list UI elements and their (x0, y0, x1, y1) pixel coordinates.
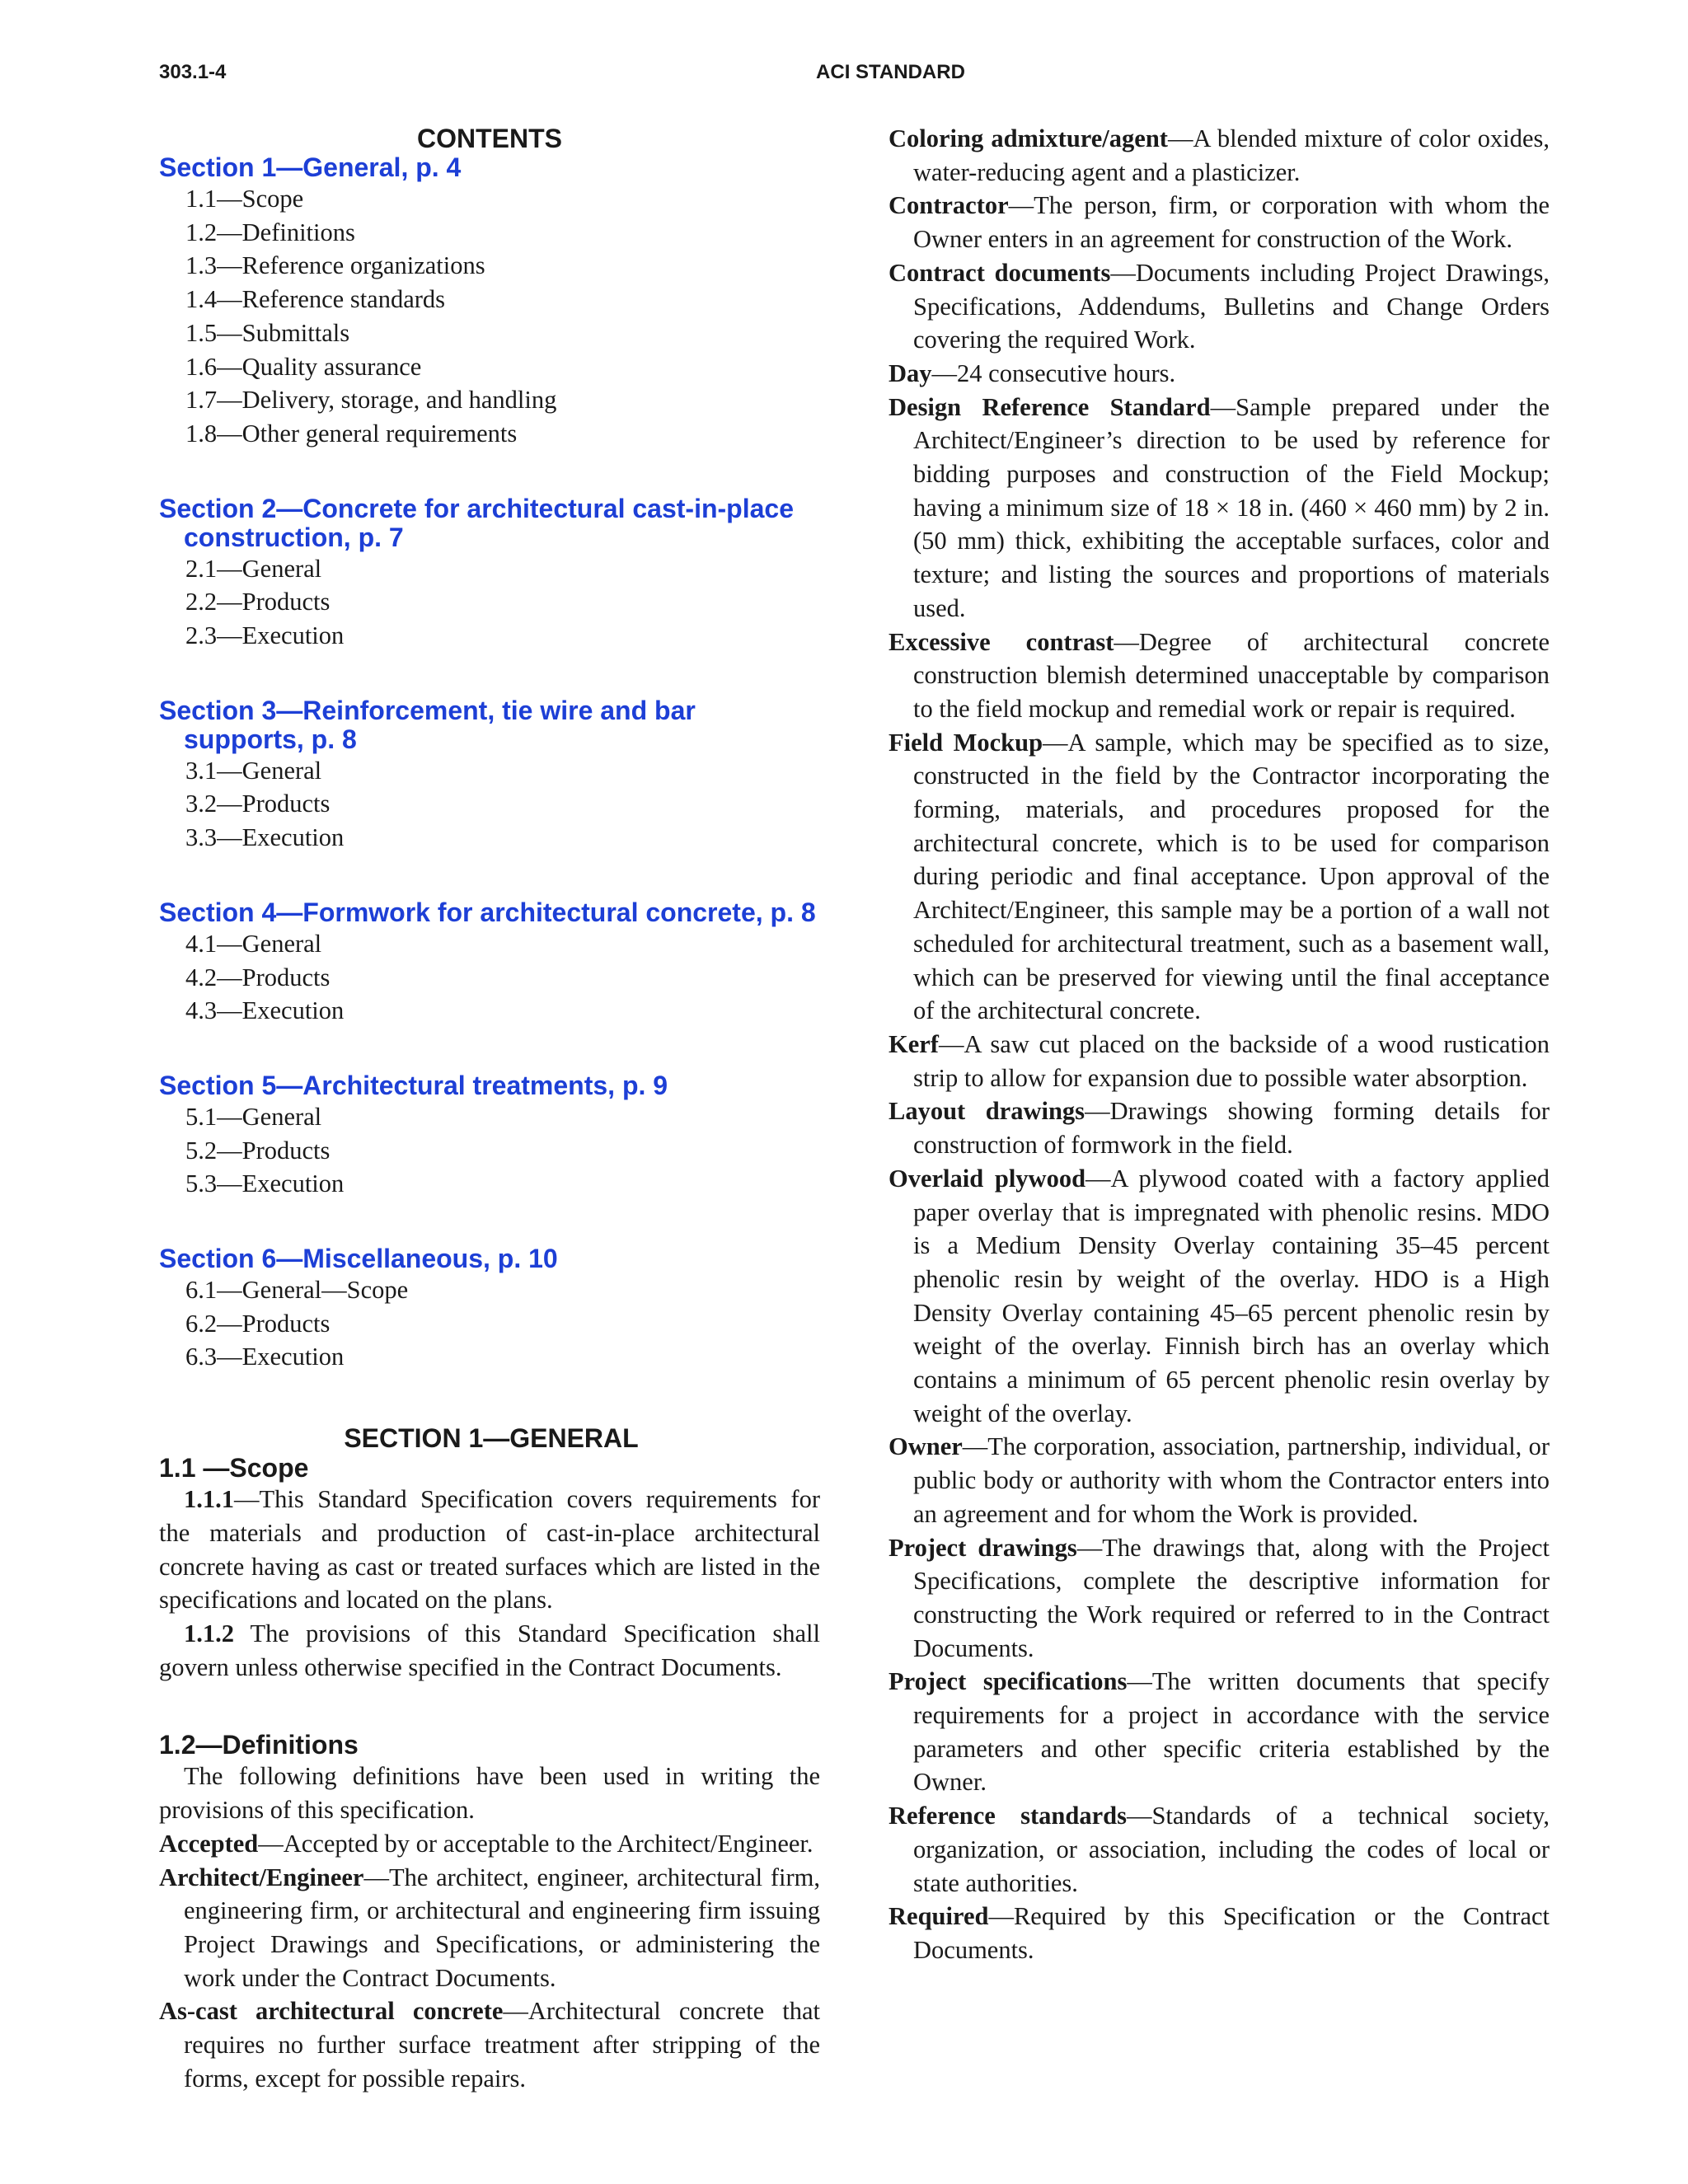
definition-entry (889, 1430, 1550, 1530)
definition-text: —The written documents that specify requirements for a project in accordance with the service parameters and other specific criteria established by the Owner. (913, 1667, 1550, 1797)
toc-subsection-item: 4.2—Products (185, 963, 331, 991)
toc-subsection-item: 4.3—Execution (185, 996, 345, 1025)
definition-entry (889, 1028, 1550, 1094)
definition-entry (889, 1665, 1550, 1799)
toc-subsection-item: 1.8—Other general requirements (185, 419, 518, 448)
toc-section-link[interactable]: Section 1—General, p. 4 (159, 152, 462, 182)
definitions-list-right (889, 122, 1550, 1967)
definition-entry (159, 1994, 820, 2095)
right-column (889, 122, 1550, 1967)
running-title: ACI STANDARD (816, 61, 965, 83)
section-1-title: SECTION 1—GENERAL (344, 1423, 639, 1454)
toc-subsection-item: 1.6—Quality assurance (185, 352, 422, 381)
definition-term: Required (889, 1902, 989, 1931)
running-header (159, 58, 1556, 87)
scope-paragraph-1 (159, 1483, 820, 1617)
definition-entry (889, 256, 1550, 357)
definition-entry (889, 391, 1550, 626)
toc-subsection-item: 1.7—Delivery, storage, and handling (185, 386, 557, 415)
definition-entry (889, 1094, 1550, 1161)
toc-subsection-item: 1.5—Submittals (185, 318, 350, 347)
toc-subsection-item: 4.1—General (185, 929, 322, 958)
definition-entry (889, 1799, 1550, 1900)
definition-text: —24 consecutive hours. (931, 359, 1176, 387)
toc-section-link[interactable]: Section 6—Miscellaneous, p. 10 (159, 1244, 558, 1274)
definition-term: Layout drawings (889, 1097, 1085, 1126)
toc-section (159, 153, 820, 451)
toc-section-link[interactable]: Section 2—Concrete for architectural cast-in-place construction, p. 7 (159, 493, 794, 552)
definition-term: Project drawings (889, 1533, 1077, 1562)
toc-subsection-item: 3.2—Products (185, 790, 331, 818)
definition-entry (889, 1900, 1550, 1966)
definition-text: —The architect, engineer, architectural firm, engineering firm, or architectural and engineering firm issuing Project Drawings and Specifications, or administering the work under the Contract Documents. (184, 1863, 820, 1992)
toc-section-link[interactable]: Section 4—Formwork for architectural concrete, p. 8 (159, 897, 816, 927)
toc-subsection-item: 1.1—Scope (185, 185, 304, 213)
definition-text: —A plywood coated with a factory applied paper overlay that is impregnated with phenolic resins. MDO is a Medium Density Overlay containing 35–45 percent phenolic resin by weight of the overlay. HDO is a High Density Overlay containing 45–65 percent phenolic resin by weight of the overlay. Finnish birch has an overlay which contains a minimum of 65 percent phenolic resin overlay by weight of the overlay. (913, 1164, 1550, 1427)
definition-term: Kerf (889, 1029, 939, 1058)
toc-subsection-item: 6.1—General—Scope (185, 1276, 409, 1305)
definition-entry (889, 726, 1550, 1028)
definition-term: Field Mockup (889, 728, 1043, 757)
definition-text: —A blended mixture of color oxides, water-reducing agent and a plasticizer. (913, 124, 1550, 186)
toc-section (159, 1071, 820, 1201)
definition-term: Architect/Engineer (159, 1863, 364, 1891)
definitions-heading: 1.2—Definitions (159, 1730, 359, 1760)
toc-subsection-item: 3.1—General (185, 756, 322, 785)
definition-text: —A sample, which may be specified as to size, constructed in the field by the Contractor incorporating the forming, materials, and procedures proposed for the architectural concrete, which is to be used for comparison during periodic and final acceptance. Upon approval of the Architect/Engineer, this sample may be a portion of a wall not scheduled for architectural treatment, such as a basement wall, which can be preserved for viewing until the final acceptance of the architectural concrete. (913, 728, 1550, 1025)
definition-text: —Required by this Specification or the Contract Documents. (913, 1902, 1550, 1964)
toc-subsection-item: 5.3—Execution (185, 1169, 345, 1198)
toc-subsection-item: 3.3—Execution (185, 823, 345, 852)
definition-entry (159, 1827, 820, 1861)
toc-subsection-item: 5.1—General (185, 1102, 322, 1131)
definition-text: —A saw cut placed on the backside of a wood rustication strip to allow for expansion due to possible water absorption. (913, 1029, 1550, 1092)
toc-subsection-item: 1.4—Reference standards (185, 285, 446, 314)
left-column (159, 122, 820, 2095)
toc-subsection-item: 2.3—Execution (185, 621, 345, 650)
toc-section (159, 1244, 820, 1374)
toc-subsection-item: 2.1—General (185, 554, 322, 583)
definition-entry (889, 1531, 1550, 1666)
definition-text: —Degree of architectural concrete construction blemish determined unacceptable by comparison to the field mockup and remedial work or repair is required. (913, 627, 1550, 723)
definition-entry (889, 122, 1550, 189)
definition-entry (889, 1162, 1550, 1431)
definition-text: —The person, firm, or corporation with whom the Owner enters in an agreement for construction of the Work. (913, 191, 1550, 254)
definition-term: Design Reference Standard (889, 392, 1211, 421)
contents-title: CONTENTS (417, 124, 562, 153)
toc-section-link[interactable]: Section 5—Architectural treatments, p. 9 (159, 1070, 668, 1100)
scope-paragraph-2 (159, 1617, 820, 1684)
toc-subsection-item: 5.2—Products (185, 1136, 331, 1165)
definition-term: Overlaid plywood (889, 1164, 1086, 1193)
definition-term: Project specifications (889, 1667, 1128, 1696)
definition-text: —Drawings showing forming details for construction of formwork in the field. (913, 1097, 1550, 1160)
definition-text: —Sample prepared under the Architect/Engineer’s direction to be used by reference for bidding purposes and construction of the Field Mockup; having a minimum size of 18 × 18 in. (460 × 460 mm) by 2 in. (50 mm) thick, exhibiting the acceptable surfaces, color and texture; and listing the sources and proportions of materials used. (913, 392, 1550, 622)
table-of-contents (159, 153, 820, 1374)
definition-entry (889, 189, 1550, 255)
definition-term: Excessive contrast (889, 627, 1114, 656)
paragraph-text: The provisions of this Standard Specification shall govern unless otherwise specified in the Contract Documents. (159, 1619, 820, 1681)
scope-heading: 1.1 —Scope (159, 1453, 309, 1483)
toc-subsection-item: 6.3—Execution (185, 1343, 345, 1371)
toc-subsection-item: 1.2—Definitions (185, 218, 355, 246)
toc-subsection-list (159, 1273, 820, 1374)
definitions-list-left (159, 1827, 820, 2096)
paragraph-text: —This Standard Specification covers requirements for the materials and production of cast-in-place architectural concrete having as cast or treated surfaces which are listed in the specifications and located on the plans. (159, 1485, 820, 1615)
toc-subsection-list (159, 182, 820, 451)
definition-entry (889, 357, 1550, 391)
definition-text: —Accepted by or acceptable to the Architect/Engineer. (258, 1829, 814, 1858)
definition-term: Day (889, 359, 932, 387)
definition-text: —Documents including Project Drawings, Specifications, Addendums, Bulletins and Change Orders covering the required Work. (913, 258, 1550, 354)
toc-section-link[interactable]: Section 3—Reinforcement, tie wire and bar supports, p. 8 (159, 695, 696, 754)
definition-text: —Standards of a technical society, organization, or association, including the codes of local or state authorities. (913, 1802, 1550, 1897)
definition-text: —The drawings that, along with the Project Specifications, complete the descriptive information for constructing the Work required or referred to in the Contract Documents. (913, 1533, 1550, 1662)
definition-entry (889, 626, 1550, 726)
toc-subsection-item: 6.2—Products (185, 1309, 331, 1338)
definition-term: Coloring admixture/agent (889, 124, 1168, 152)
toc-subsection-list (159, 754, 820, 855)
definition-term: Owner (889, 1432, 963, 1461)
definition-entry (159, 1861, 820, 1995)
toc-subsection-list (159, 927, 820, 1028)
toc-section (159, 696, 820, 855)
paragraph-number: 1.1.1 (184, 1485, 234, 1514)
definition-term: Contract documents (889, 258, 1111, 287)
paragraph-number: 1.1.2 (184, 1619, 234, 1647)
definition-term: Contractor (889, 191, 1009, 220)
definition-text: —Architectural concrete that requires no further surface treatment after stripping of the forms, except for possible repairs. (184, 1997, 820, 2093)
definition-term: Reference standards (889, 1802, 1127, 1830)
definition-term: As-cast architectural concrete (159, 1997, 504, 2026)
toc-subsection-item: 2.2—Products (185, 588, 331, 616)
definitions-intro: The following definitions have been used in writing the provisions of this specification. (159, 1762, 820, 1825)
page-number: 303.1-4 (159, 61, 227, 83)
toc-subsection-item: 1.3—Reference organizations (185, 251, 485, 280)
toc-subsection-list (159, 552, 820, 653)
toc-section (159, 898, 820, 1028)
toc-section (159, 494, 820, 653)
toc-subsection-list (159, 1100, 820, 1201)
definition-text: —The corporation, association, partnership, individual, or public body or authority with whom the Contractor enters into an agreement and for whom the Work is provided. (913, 1432, 1550, 1528)
definition-term: Accepted (159, 1829, 259, 1858)
